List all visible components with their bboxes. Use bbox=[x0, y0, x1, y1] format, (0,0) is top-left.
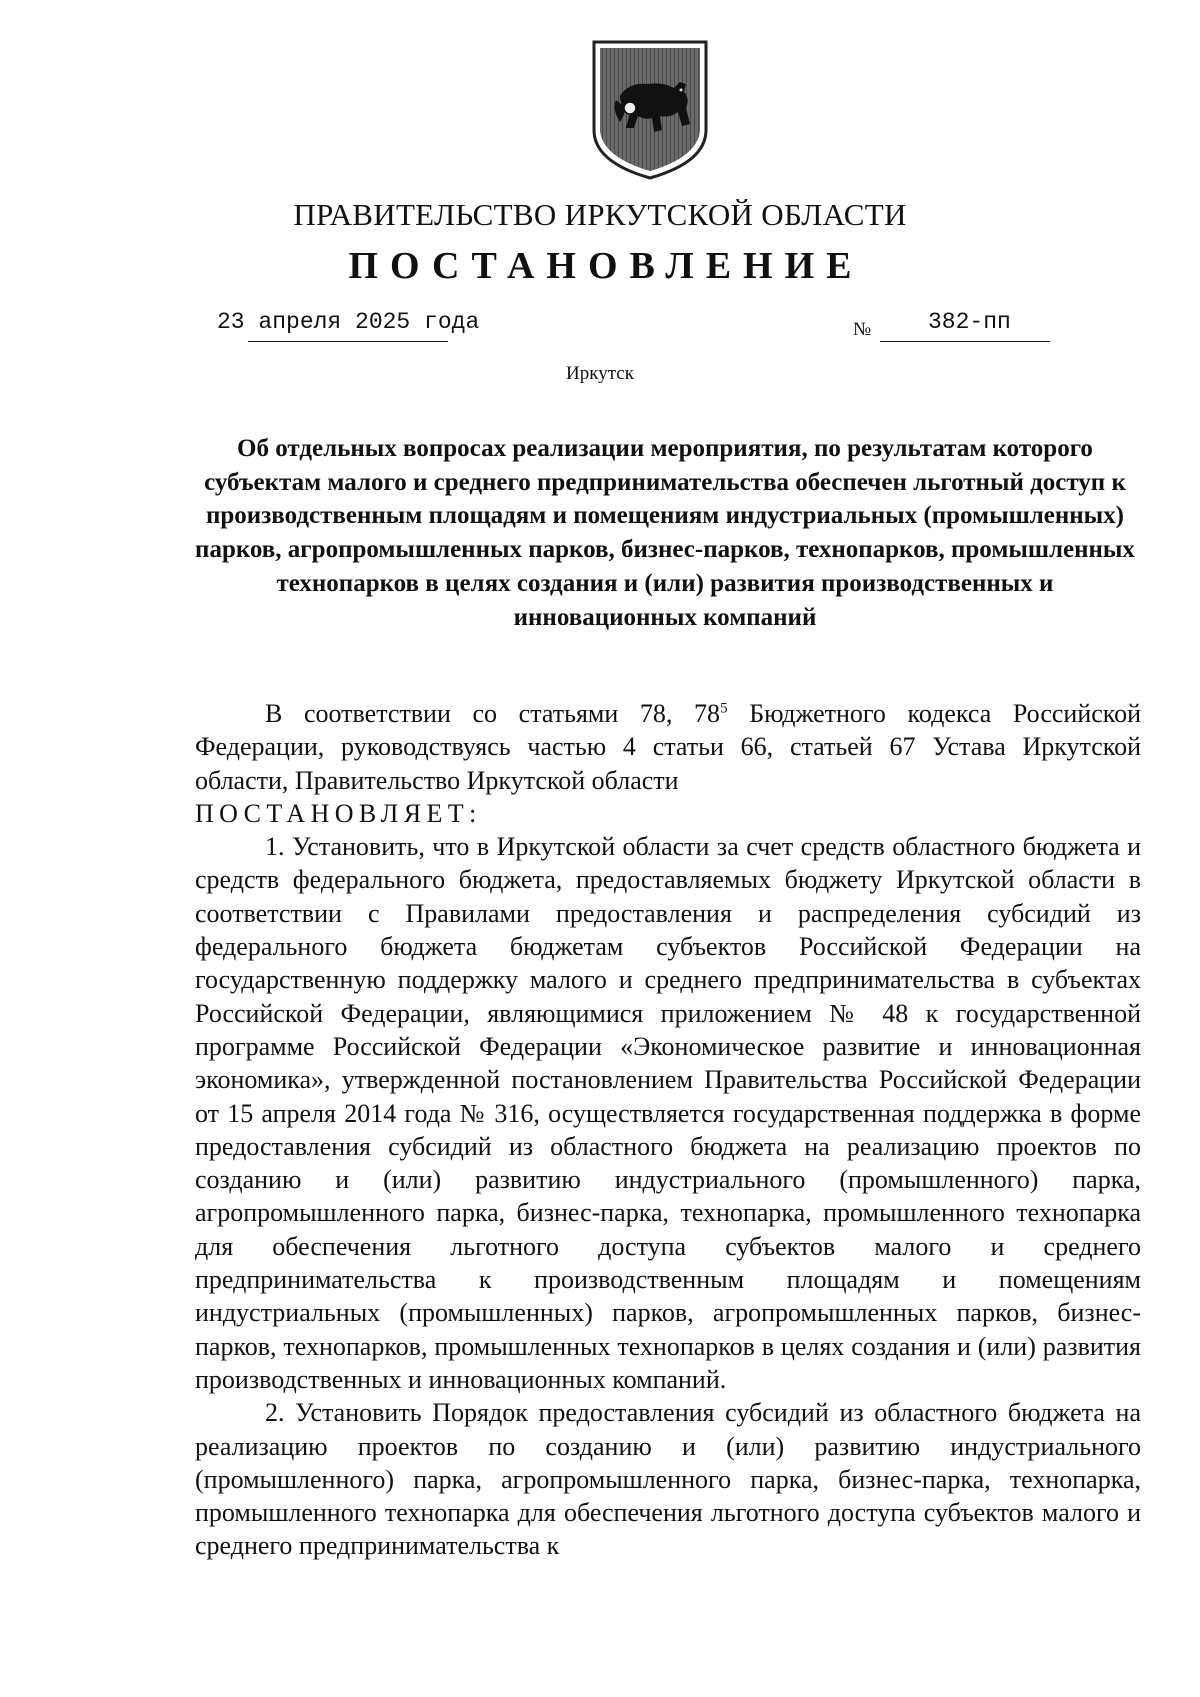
decree-word: ПОСТАНОВЛЯЕТ: bbox=[195, 798, 482, 828]
document-type-heading: ПОСТАНОВЛЕНИЕ bbox=[348, 245, 864, 287]
coat-of-arms-emblem bbox=[590, 38, 710, 180]
date-underline bbox=[248, 341, 448, 342]
document-body bbox=[195, 697, 1141, 1563]
city-name: Иркутск bbox=[566, 363, 634, 384]
paragraph-2: 2. Установить Порядок предоставления субсидий из областного бюджета на реализацию проектов по созданию и (или) развитию индустриального (промышленного) парка, агропромышленного парка, бизнес-парка, технопарка, промышленного технопарка для обеспечения льготного доступа субъектов малого и среднего предпринимательства к bbox=[195, 1398, 1141, 1561]
organization-name: ПРАВИТЕЛЬСТВО ИРКУТСКОЙ ОБЛАСТИ bbox=[293, 197, 907, 232]
paragraph-1: 1. Установить, что в Иркутской области за счет средств областного бюджета и средств федерального бюджета, предоставляемых бюджету Иркутской области в соответствии с Правилами предоставления и распределения субсидий из федерального бюджета бюджетам субъектов Российской Федерации на государственную поддержку малого и среднего предпринимательства в субъектах Российской Федерации, являющимися приложением № 48 к государственной программе Российской Федерации «Экономическое развитие и инновационная экономика», утвержденной постановлением Правительства Российской Федерации от 15 апреля 2014 года № 316, осуществляется государственная поддержка в форме предоставления субсидий из областного бюджета на реализацию проектов по созданию и (или) развитию индустриального (промышленного) парка, агропромышленного парка, бизнес-парка, технопарка, промышленного технопарка для обеспечения льготного доступа субъектов малого и среднего предпринимательства к производственным площадям и помещениям индустриальных (промышленных) парков, агропромышленных парков, бизнес-парков, технопарков, промышленных технопарков в целях создания и (или) развития производственных и инновационных компаний. bbox=[195, 832, 1141, 1394]
preamble-text-start: В соответствии со статьями 78, 78 bbox=[265, 699, 721, 728]
document-number: 382-пп bbox=[928, 309, 1011, 335]
document-date: 23 апреля 2025 года bbox=[217, 309, 480, 335]
preamble-text-end: Бюджетного кодекса Российской Федерации, руководствуясь частью 4 статьи 66, статьей 67 Устава Иркутской области, Правительство Иркутской области bbox=[195, 699, 1141, 795]
number-underline bbox=[880, 341, 1050, 342]
preamble-paragraph bbox=[195, 697, 1141, 797]
document-title: Об отдельных вопросах реализации мероприятия, по результатам которого субъектам малого и среднего предпринимательства обеспечен льготный доступ к производственным площадям и помещениям индустриальных (промышленных) парков, агропромышленных парков, бизнес-парков, технопарков, промышленных технопарков в целях создания и (или) развития производственных и инновационных компаний bbox=[195, 435, 1135, 631]
article-superscript: 5 bbox=[720, 700, 728, 717]
number-sign: № bbox=[853, 319, 872, 340]
irkutsk-coat-of-arms-icon bbox=[590, 38, 710, 180]
